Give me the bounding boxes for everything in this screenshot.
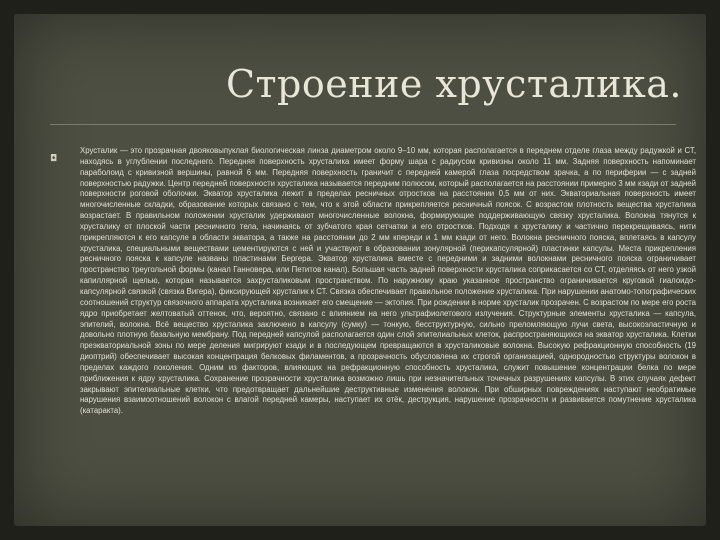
title-divider (50, 124, 676, 125)
body-paragraph: Хрусталик — это прозрачная двояковыпуклая биологическая линза диаметром около 9–10 мм, которая располагается в переднем отделе глаза между радужкой и СТ, находясь в углублении последнего. Передняя поверхность хрусталика имеет форму шара с радиусом кривизны около 11 мм. Задняя поверхность напоминает параболоид с кривизной вершины, равной 6 мм. Передняя поверхность граничит с передней камерой глаза посредством зрачка, а по периферии — с задней поверхностью радужки. Центр передней поверхности хрусталика называется передним полюсом, который располагается на расстоянии примерно 3 мм кзади от задней поверхности роговой оболочки. Экватор хрусталика лежит в пределах ресничных отростков на расстоянии 0,5 мм от них. Экваториальная поверхность имеет многочисленные складки, образование которых связано с тем, что к этой области прикрепляется ресничный поясок. С возрастом плотность вещества хрусталика возрастает. В правильном положении хрусталик удерживают многочисленные волокна, формирующие поддерживающую связку хрусталика. Волокна тянутся к хрусталику от плоской части ресничного тела, начинаясь от зубчатого края сетчатки и его отростков. Подходя к хрусталику и частично перекрещиваясь, нити прикрепляются к его капсуле в области экватора, а также на расстоянии до 2 мм кпереди и 1 мм кзади от него. Волокна ресничного пояска, вплетаясь в капсулу хрусталика, специальными веществами цементируются с ней и участвуют в образовании зонулярной (перикапсулярной) пластинки капсулы. Места прикрепления ресничного пояска к капсуле названы пластинами Бергера. Экватор хрусталика вместе с передними и задними волокнами ресничного пояска ограничивает пространство треугольной формы (канал Ганновера, или Петитов канал). Большая часть задней поверхности хрусталика соприкасается со СТ, отделяясь от него узкой капиллярной щелью, которая называется захрусталиковым пространством. По наружному краю указанное пространство ограничивается круговой гиалоидо-капсулярной связкой (связка Вигера), фиксирующей хрусталик к СТ. Связка обеспечивает правильное положение хрусталика. При нарушении анатомо-топографических соотношений структур связочного аппарата хрусталика возникает его смещение — эктопия. При рождении в норме хрусталик прозрачен. С возрастом по мере его роста ядро приобретает желтоватый оттенок, что, вероятно, связано с влиянием на него ультрафиолетового излучения. Структурные элементы хрусталика — капсула, эпителий, волокна. Всё вещество хрусталика заключено в капсулу (сумку) — тонкую, бесструктурную, сильно преломляющую лучи света, высокоэластичную и довольно плотную базальную мембрану. Под передней капсулой располагается один слой эпителиальных клеток, распространяющихся на экватор хрусталика. Клетки преэкваториальной зоны по мере деления мигрируют кзади и в последующем превращаются в хрусталиковые волокна. Высокую рефракционную способность (19 диоптрий) обеспечивает высокая концентрация белковых филаментов, а прозрачность обусловлена их строгой организацией, однородностью структуры волокон в пределах каждого поколения. Одним из факторов, влияющих на рефракционную способность хрусталика, служит повышение концентрации белка по мере приближения к ядру хрусталика. Сохранение прозрачности хрусталика возможно лишь при незначительных точечных разрушениях капсулы. В этих случаях дефект закрывают эпителиальные клетки, что предотвращает дальнейшие деструктивные изменения волокон. При обширных повреждениях наступают необратимые нарушения взаимоотношений волокон с влагой передней камеры, наступает их отёк, деструкция, нарушение прозрачности и развивается помутнение хрусталика (катаракта). (80, 146, 696, 416)
bullet-icon: ◘ (50, 154, 58, 164)
slide (14, 14, 706, 526)
slide-title: Строение хрусталика. (225, 62, 682, 106)
